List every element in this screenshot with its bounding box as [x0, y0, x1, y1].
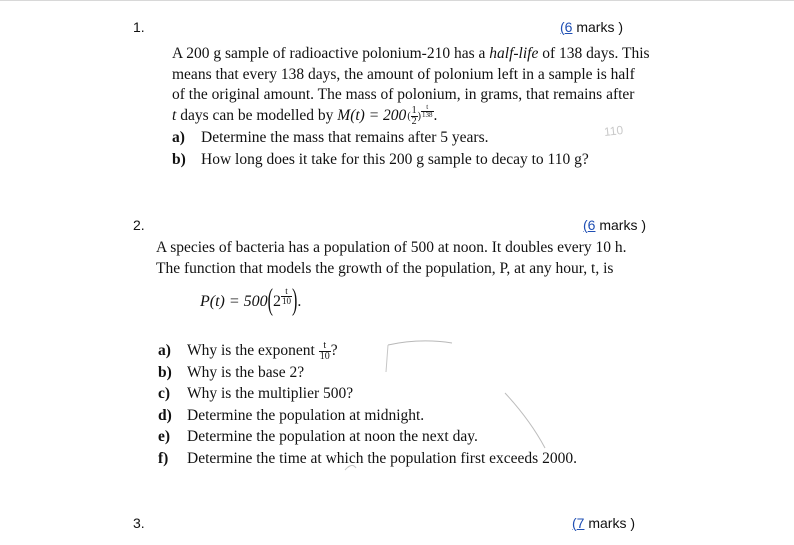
question-1-marks-value[interactable]: (6	[560, 19, 573, 35]
question-1-number: 1.	[133, 19, 145, 35]
list-item: f) Determine the time at which the population first exceeds 2000.	[158, 449, 577, 467]
question-2-marks: (6 marks )	[583, 217, 647, 233]
list-item: b) How long does it take for this 200 g sample to decay to 110 g?	[172, 150, 589, 168]
handwritten-110: 110	[603, 123, 624, 139]
question-2-number: 2.	[133, 217, 145, 233]
list-item: a) Determine the mass that remains after 5 years.	[172, 129, 489, 146]
question-2-model-formula: P(t) = 500(2 $\frac{t}{10}$ ).	[200, 285, 302, 318]
question-2-marks-value[interactable]: (6	[583, 217, 596, 233]
list-item: b) Why is the base 2?	[158, 363, 305, 381]
question-3-number: 3.	[133, 515, 145, 531]
list-item: d) Determine the population at midnight.	[158, 406, 425, 424]
list-item: c) Why is the multiplier 500?	[158, 385, 354, 403]
exponent-t-over-138: $\frac{t}{138}$	[422, 102, 433, 119]
question-3-marks-value[interactable]: (7	[572, 515, 585, 531]
list-item: e) Determine the population at noon the next day.	[158, 428, 478, 446]
question-2-intro: A species of bacteria has a population of 500 at noon. It doubles every 10 h. The function that models the growth of the population, P, at any hour, t, is	[156, 239, 627, 277]
exponent-t-over-10: $\frac{t}{10}$	[282, 286, 291, 307]
question-1-model-formula: M(t) = 200	[337, 106, 407, 124]
question-1-marks: (6 marks )	[560, 19, 624, 35]
list-item: a) Why is the exponent $\frac{t}{10}$ ?	[158, 339, 338, 362]
half-fraction: ( $\frac{1}{2}$ )	[407, 104, 421, 127]
half-life-term: half-life	[489, 45, 539, 62]
fraction-t-over-10: $\frac{t}{10}$	[319, 339, 330, 362]
question-1-intro: A 200 g sample of radioactive polonium-210 has a half-life of 138 days. This means that every 138 days, the amount of polonium left in a sample is half of the original amount. The mass of polonium, in grams, that remains after t days can be modelled by M(t) = 200( $\frac{1}{2}$ ) $\frac{t}{138}$ .	[172, 45, 650, 127]
question-3-marks: (7 marks )	[572, 515, 636, 531]
